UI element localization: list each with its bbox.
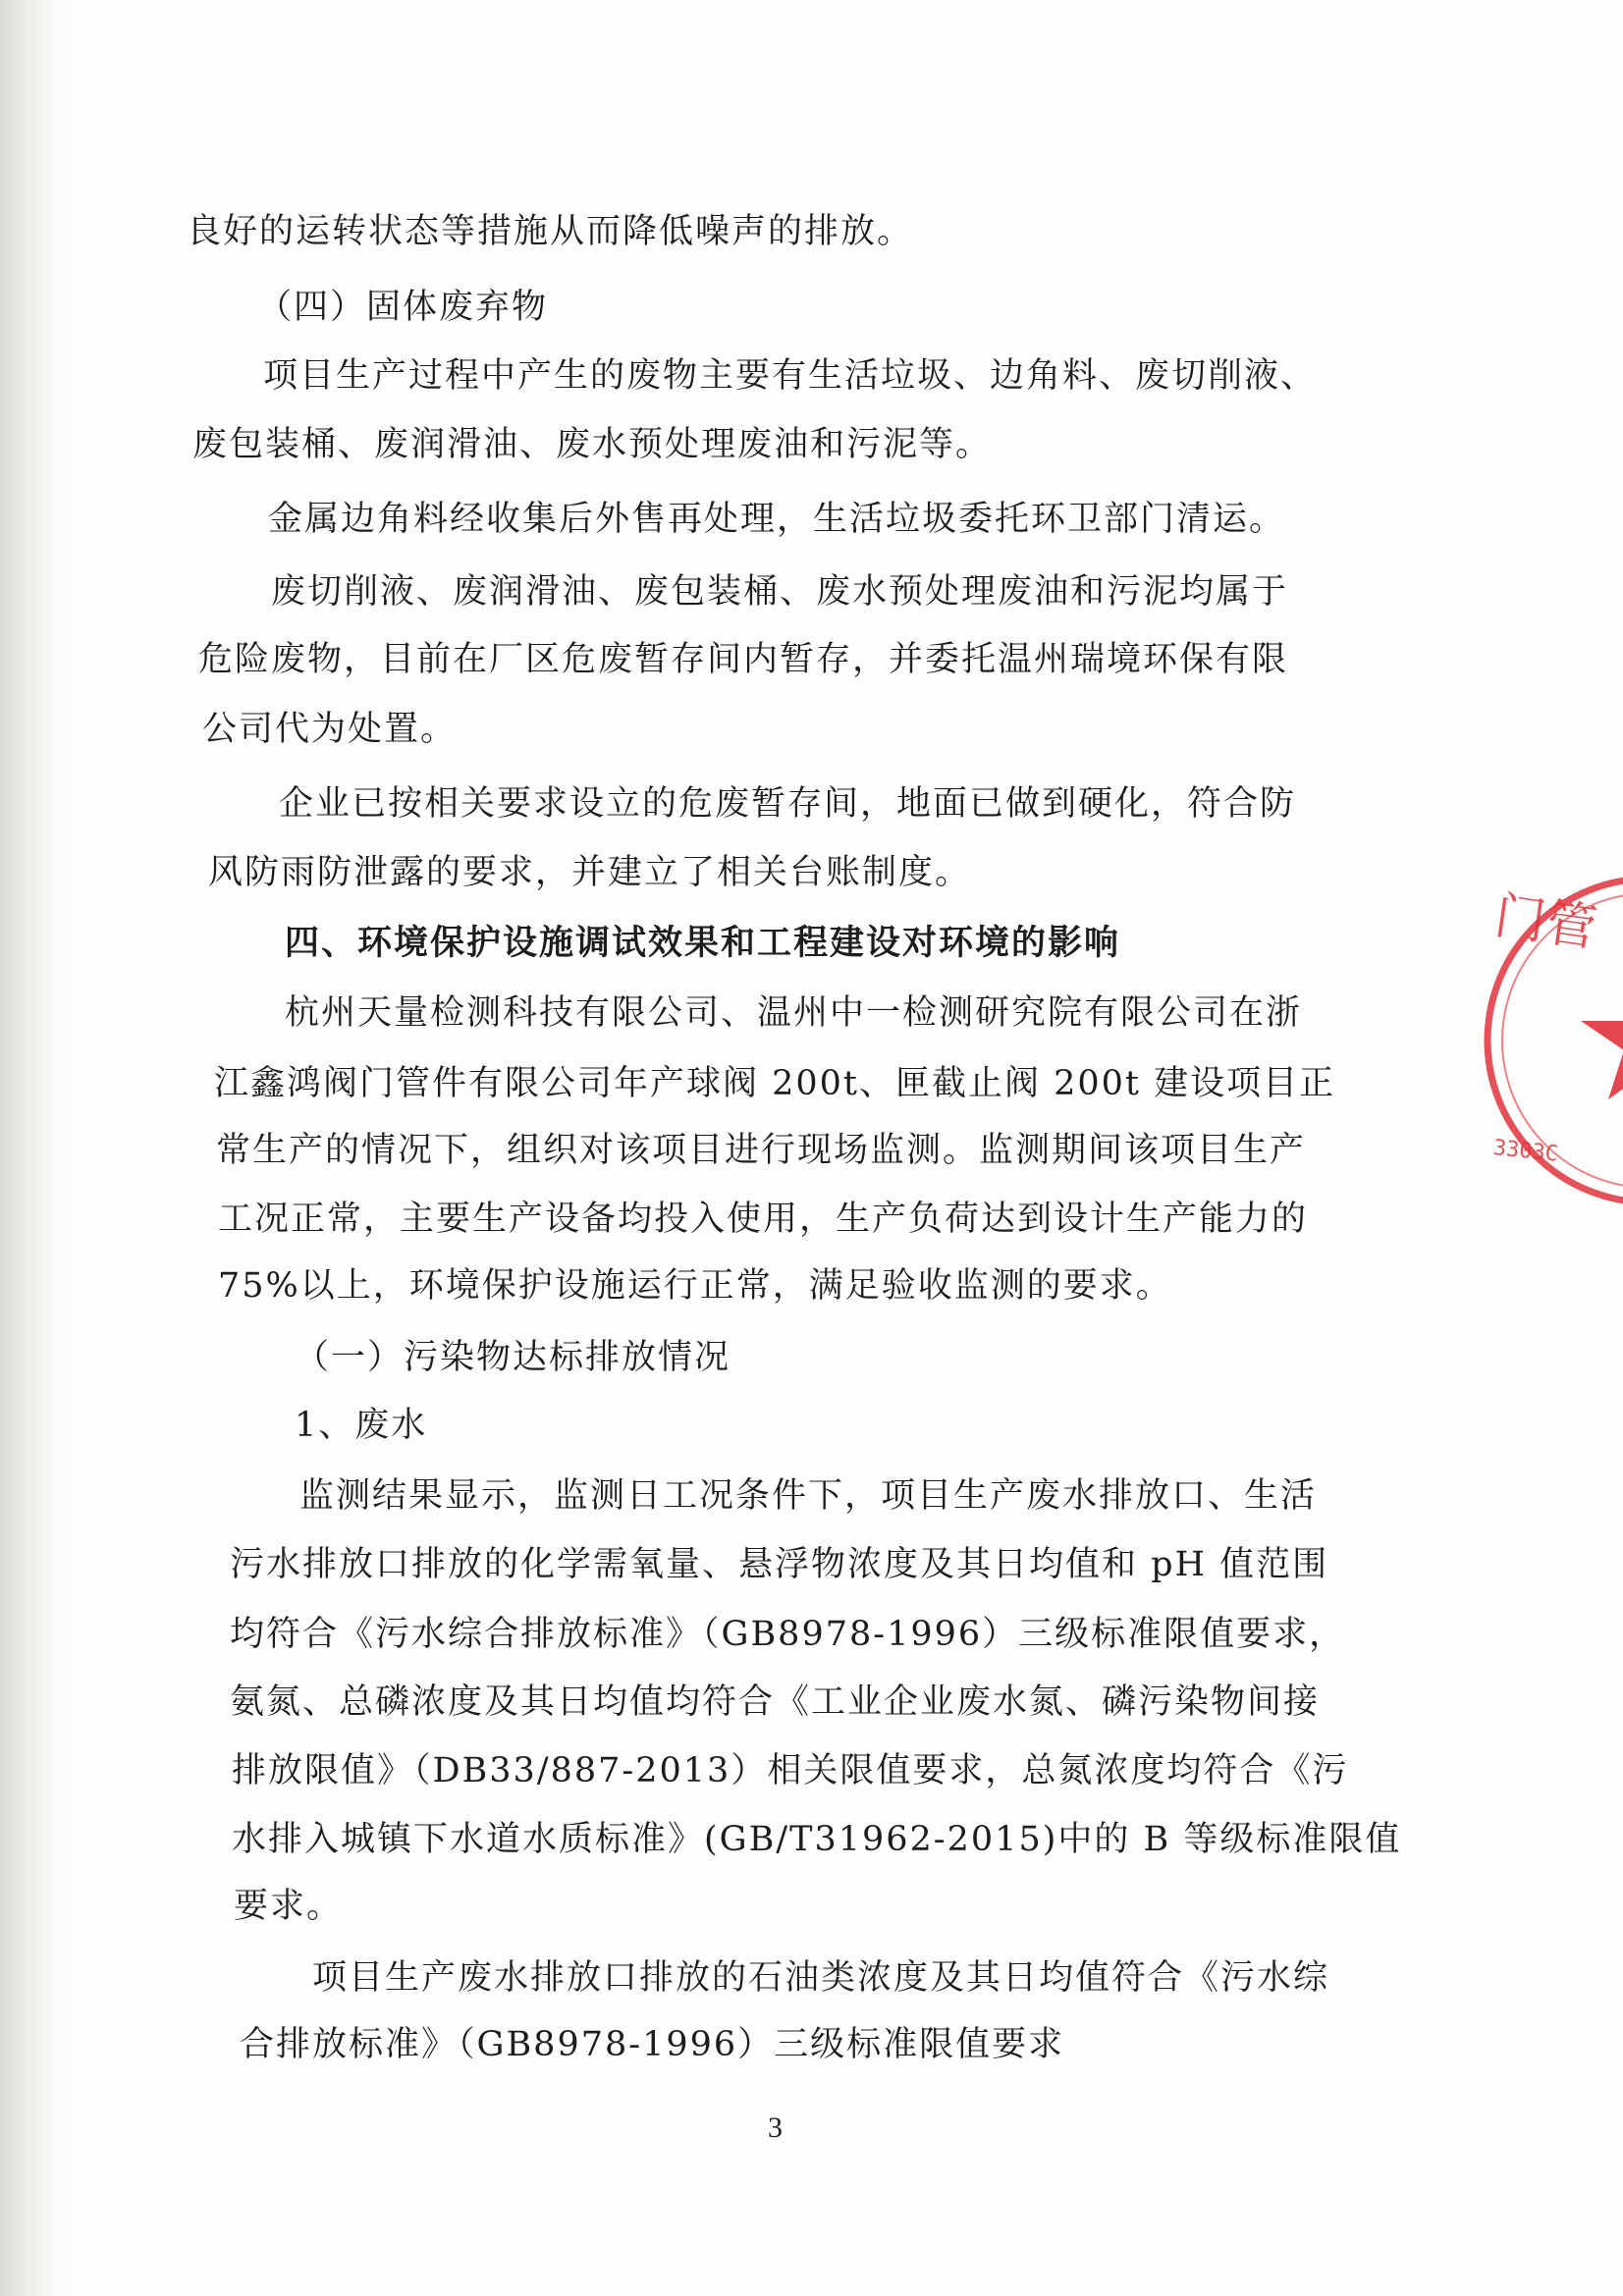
text-line: 常生产的情况下，组织对该项目进行现场监测。监测期间该项目生产 xyxy=(216,1131,1307,1170)
text-line: 项目生产过程中产生的废物主要有生活垃圾、边角料、废切削液、 xyxy=(263,356,1318,396)
text-line: 金属边角料经收集后外售再处理，生活垃圾委托环卫部门清运。 xyxy=(268,500,1286,539)
text-line: 项目生产废水排放口排放的石油类浓度及其日均值符合《污水综 xyxy=(312,1958,1330,1998)
text-line: 75%以上，环境保护设施运行正常，满足验收监测的要求。 xyxy=(218,1266,1172,1306)
text-line: 良好的运转状态等措施从而降低噪声的排放。 xyxy=(187,212,914,251)
svg-text:3303C: 3303C xyxy=(1491,1135,1560,1167)
text-line: 江鑫鸿阀门管件有限公司年产球阀 200t、匣截止阀 200t 建设项目正 xyxy=(214,1064,1336,1103)
red-seal-stamp xyxy=(1473,864,1623,1217)
text-line: 企业已按相关要求设立的危废暂存间，地面已做到硬化，符合防 xyxy=(279,784,1297,824)
text-line: 氨氮、总磷浓度及其日均值均符合《工业企业废水氮、磷污染物间接 xyxy=(230,1682,1321,1722)
section-heading-solid-waste: （四）固体废弃物 xyxy=(257,288,549,327)
text-line: 废包装桶、废润滑油、废水预处理废油和污泥等。 xyxy=(192,425,993,464)
text-line: 合排放标准》（GB8978-1996）三级标准限值要求 xyxy=(240,2025,1065,2064)
section-heading-wastewater: 1、废水 xyxy=(295,1406,428,1445)
section-heading-pollutants: （一）污染物达标排放情况 xyxy=(295,1338,731,1377)
text-line: 要求。 xyxy=(234,1887,344,1926)
text-line: 杭州天量检测科技有限公司、温州中一检测研究院有限公司在浙 xyxy=(285,993,1303,1033)
text-line: 危险废物，目前在厂区危废暂存间内暂存，并委托温州瑞境环保有限 xyxy=(198,640,1289,679)
svg-text:门管: 门管 xyxy=(1490,886,1600,959)
text-line: 均符合《污水综合排放标准》（GB8978-1996）三级标准限值要求， xyxy=(230,1615,1346,1654)
section-heading-environment: 四、环境保护设施调试效果和工程建设对环境的影响 xyxy=(285,923,1121,963)
text-line: 监测结果显示，监测日工况条件下，项目生产废水排放口、生活 xyxy=(299,1476,1318,1516)
text-line: 废切削液、废润滑油、废包装桶、废水预处理废油和污泥均属于 xyxy=(271,572,1289,612)
page-number: 3 xyxy=(768,2111,783,2144)
text-line: 风防雨防泄露的要求，并建立了相关台账制度。 xyxy=(208,853,972,892)
text-line: 工况正常，主要生产设备均投入使用，生产负荷达到设计生产能力的 xyxy=(218,1200,1309,1239)
text-line: 排放限值》（DB33/887-2013）相关限值要求，总氮浓度均符合《污 xyxy=(232,1751,1349,1790)
text-line: 公司代为处置。 xyxy=(202,710,458,749)
text-line: 污水排放口排放的化学需氧量、悬浮物浓度及其日均值和 pH 值范围 xyxy=(230,1545,1329,1584)
text-line: 水排入城镇下水道水质标准》(GB/T31962-2015)中的 B 等级标准限值 xyxy=(232,1820,1402,1859)
scan-edge-shadow xyxy=(0,0,69,2296)
seal-graphic xyxy=(1473,864,1623,1217)
